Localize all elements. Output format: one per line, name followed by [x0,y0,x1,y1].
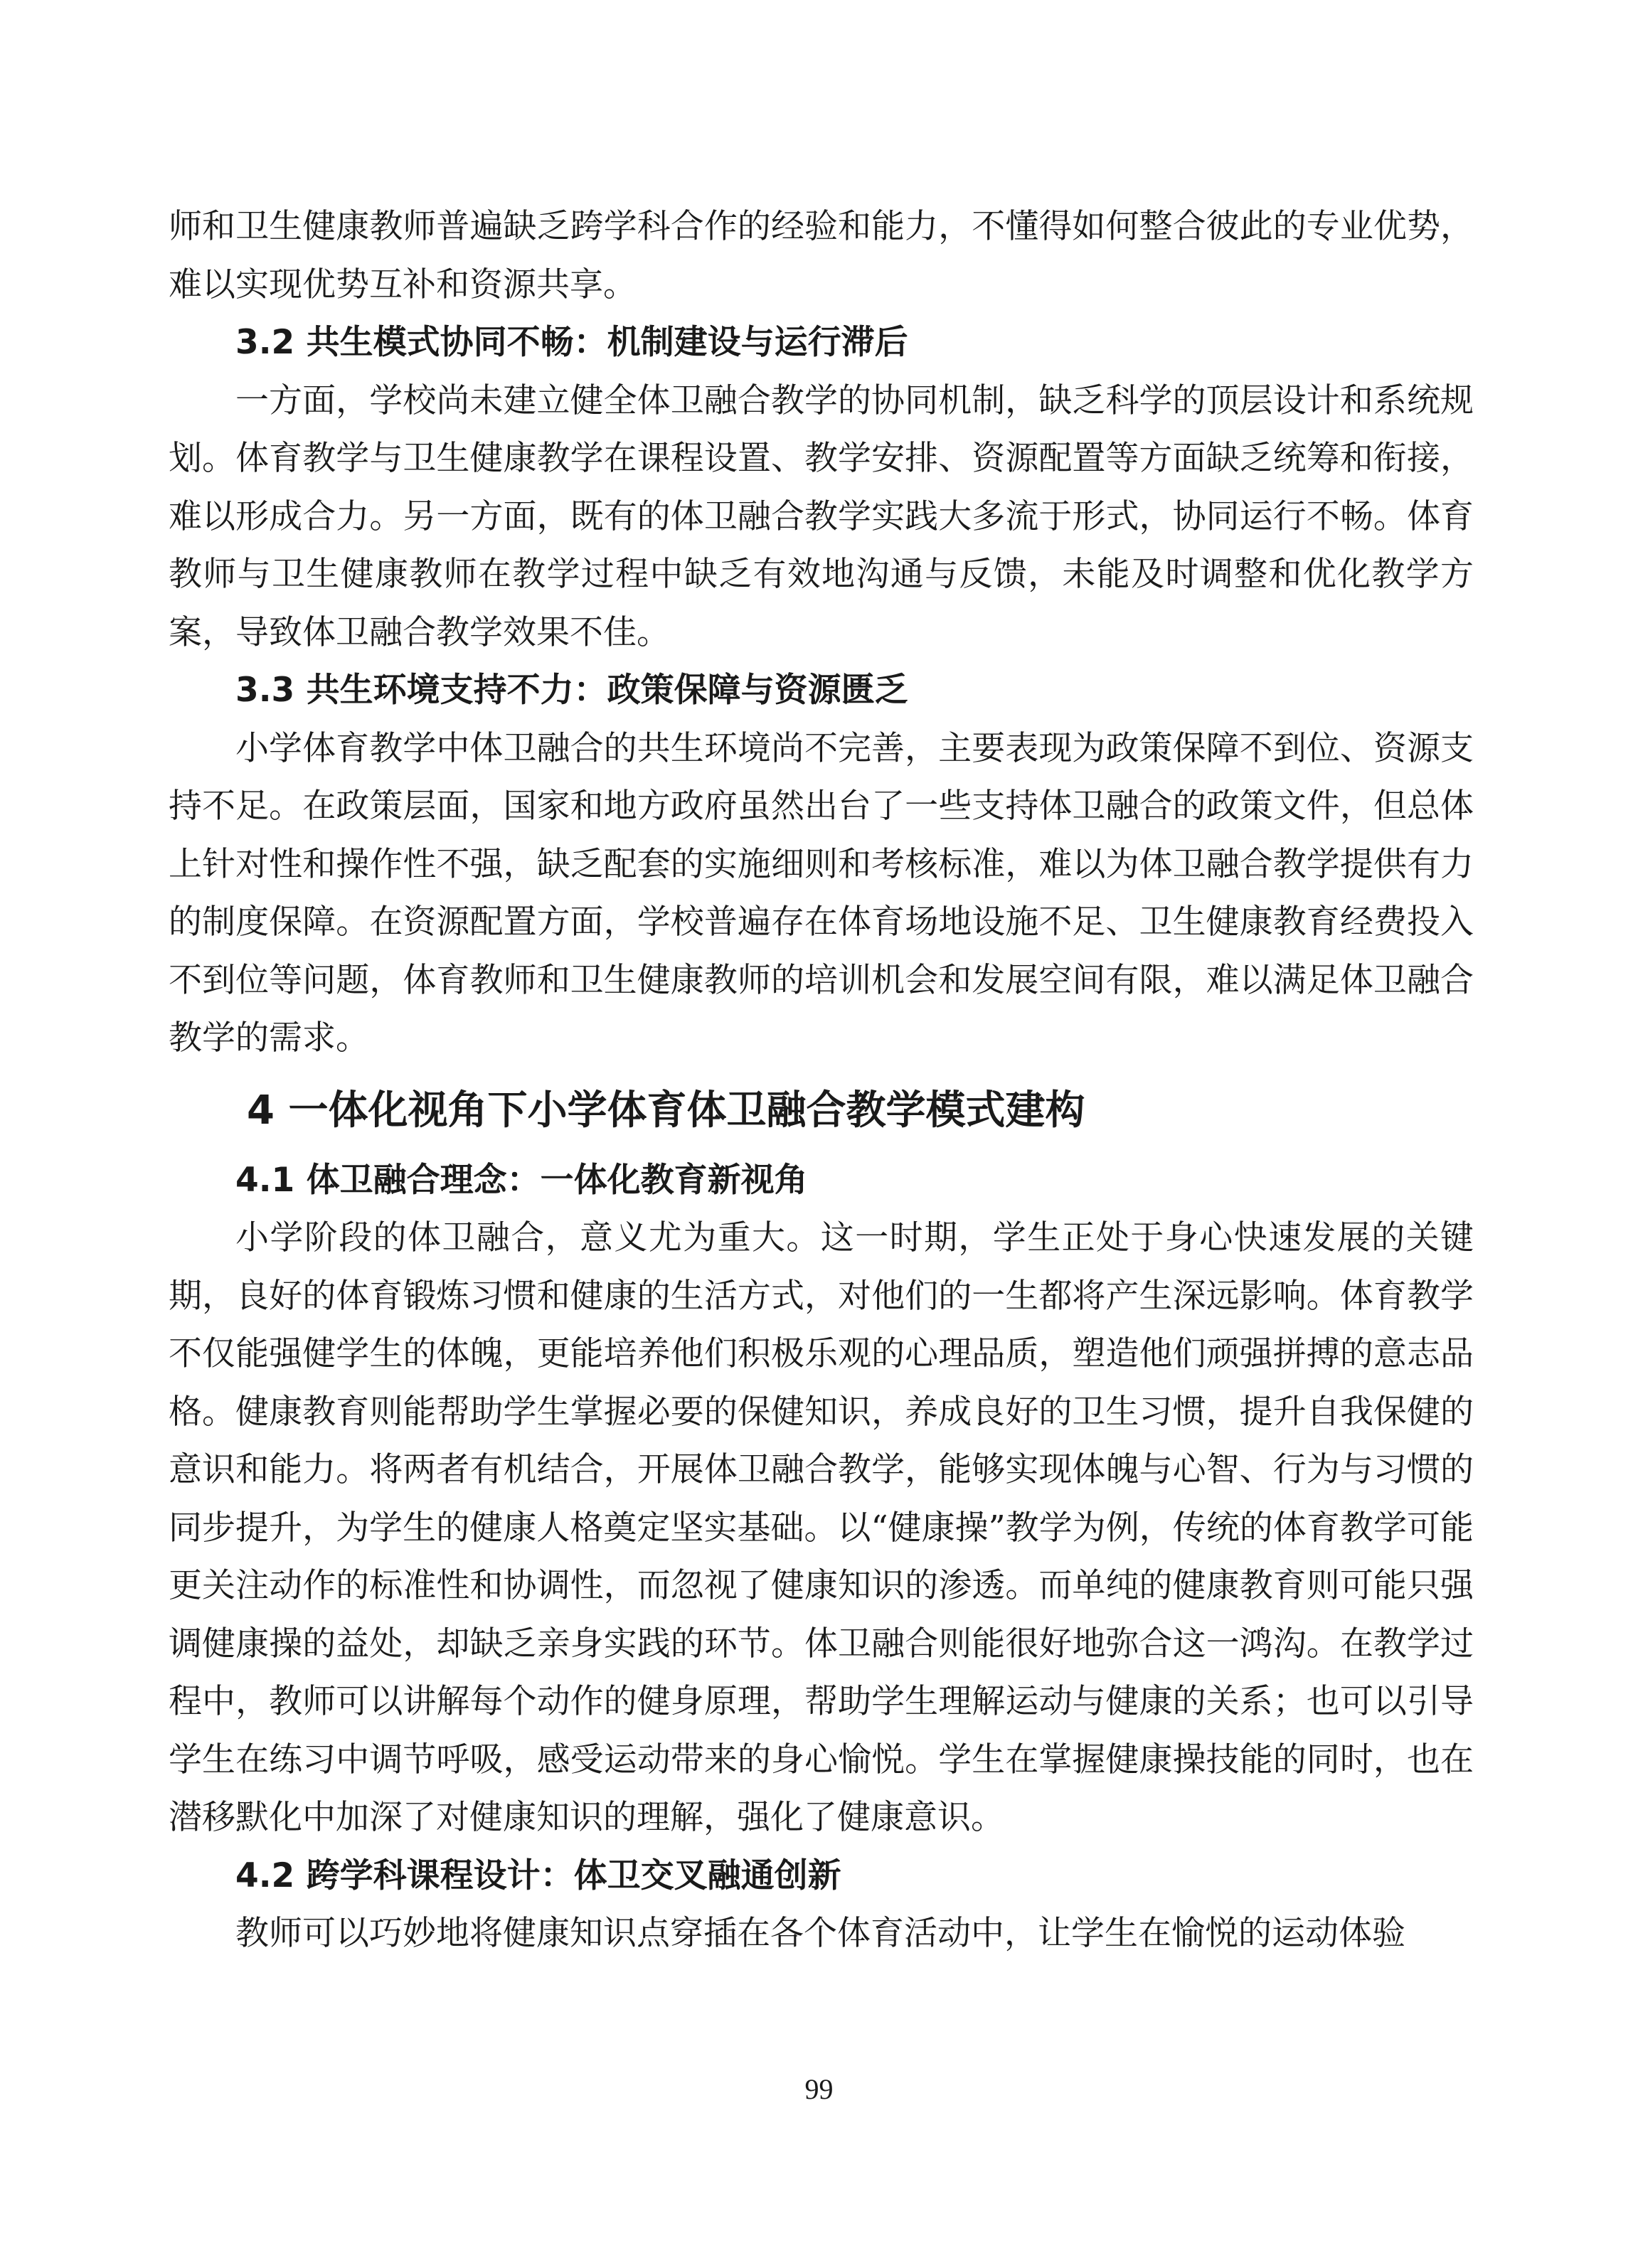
paragraph-4-2: 教师可以巧妙地将健康知识点穿插在各个体育活动中，让学生在愉悦的运动体验 [235,1914,1405,1953]
paragraph-3-2: 一方面，学校尚未建立健全体卫融合教学的协同机制，缺乏科学的顶层设计和系统规划。体育教学与卫生健康教学在课程设置、教学安排、资源配置等方面缺乏统筹和衔接，难以形成合力。另一方面，既有的体卫融合教学实践大多流于形式，协同运行不畅。体育教师与卫生健康教师在教学过程中缺乏有效地沟通与反馈，未能及时调整和优化教学方案，导致体卫融合教学效果不佳。 [169,380,1474,652]
paragraph-4-1: 小学阶段的体卫融合，意义尤为重大。这一时期，学生正处于身心快速发展的关键期，良好的体育锻炼习惯和健康的生活方式，对他们的一生都将产生深远影响。体育教学不仅能强健学生的体魄，更能培养他们积极乐观的心理品质，塑造他们顽强拼搏的意志品格。健康教育则能帮助学生掌握必要的保健知识，养成良好的卫生习惯，提升自我保健的意识和能力。将两者有机结合，开展体卫融合教学，能够实现体魄与心智、行为与习惯的同步提升，为学生的健康人格奠定坚实基础。以“健康操”教学为例，传统的体育教学可能更关注动作的标准性和协调性，而忽视了健康知识的渗透。而单纯的健康教育则可能只强调健康操的益处，却缺乏亲身实践的环节。体卫融合则能很好地弥合这一鸿沟。在教学过程中，教师可以讲解每个动作的健身原理，帮助学生理解运动与健康的关系；也可以引导学生在练习中调节呼吸，感受运动带来的身心愉悦。学生在掌握健康操技能的同时，也在潜移默化中加深了对健康知识的理解，强化了健康意识。 [169,1218,1474,1837]
page-number: 99 [804,2073,834,2105]
heading-3-2: 3.2 共生模式协同不畅：机制建设与运行滞后 [235,323,908,362]
heading-3-3: 3.3 共生环境支持不力：政策保障与资源匮乏 [235,671,908,710]
paragraph-3-3: 小学体育教学中体卫融合的共生环境尚不完善，主要表现为政策保障不到位、资源支持不足。在政策层面，国家和地方政府虽然出台了一些支持体卫融合的政策文件，但总体上针对性和操作性不强，缺乏配套的实施细则和考核标准，难以为体卫融合教学提供有力的制度保障。在资源配置方面，学校普遍存在体育场地设施不足、卫生健康教育经费投入不到位等问题，体育教师和卫生健康教师的培训机会和发展空间有限，难以满足体卫融合教学的需求。 [169,728,1474,1058]
paragraph-intro: 师和卫生健康教师普遍缺乏跨学科合作的经验和能力，不懂得如何整合彼此的专业优势，难以实现优势互补和资源共享。 [169,207,1474,304]
document-page [169,198,1474,1963]
heading-4-2: 4.2 跨学科课程设计：体卫交叉融通创新 [235,1856,841,1895]
heading-4-1: 4.1 体卫融合理念：一体化教育新视角 [235,1160,808,1200]
heading-4: 4 一体化视角下小学体育体卫融合教学模式建构 [247,1087,1085,1134]
